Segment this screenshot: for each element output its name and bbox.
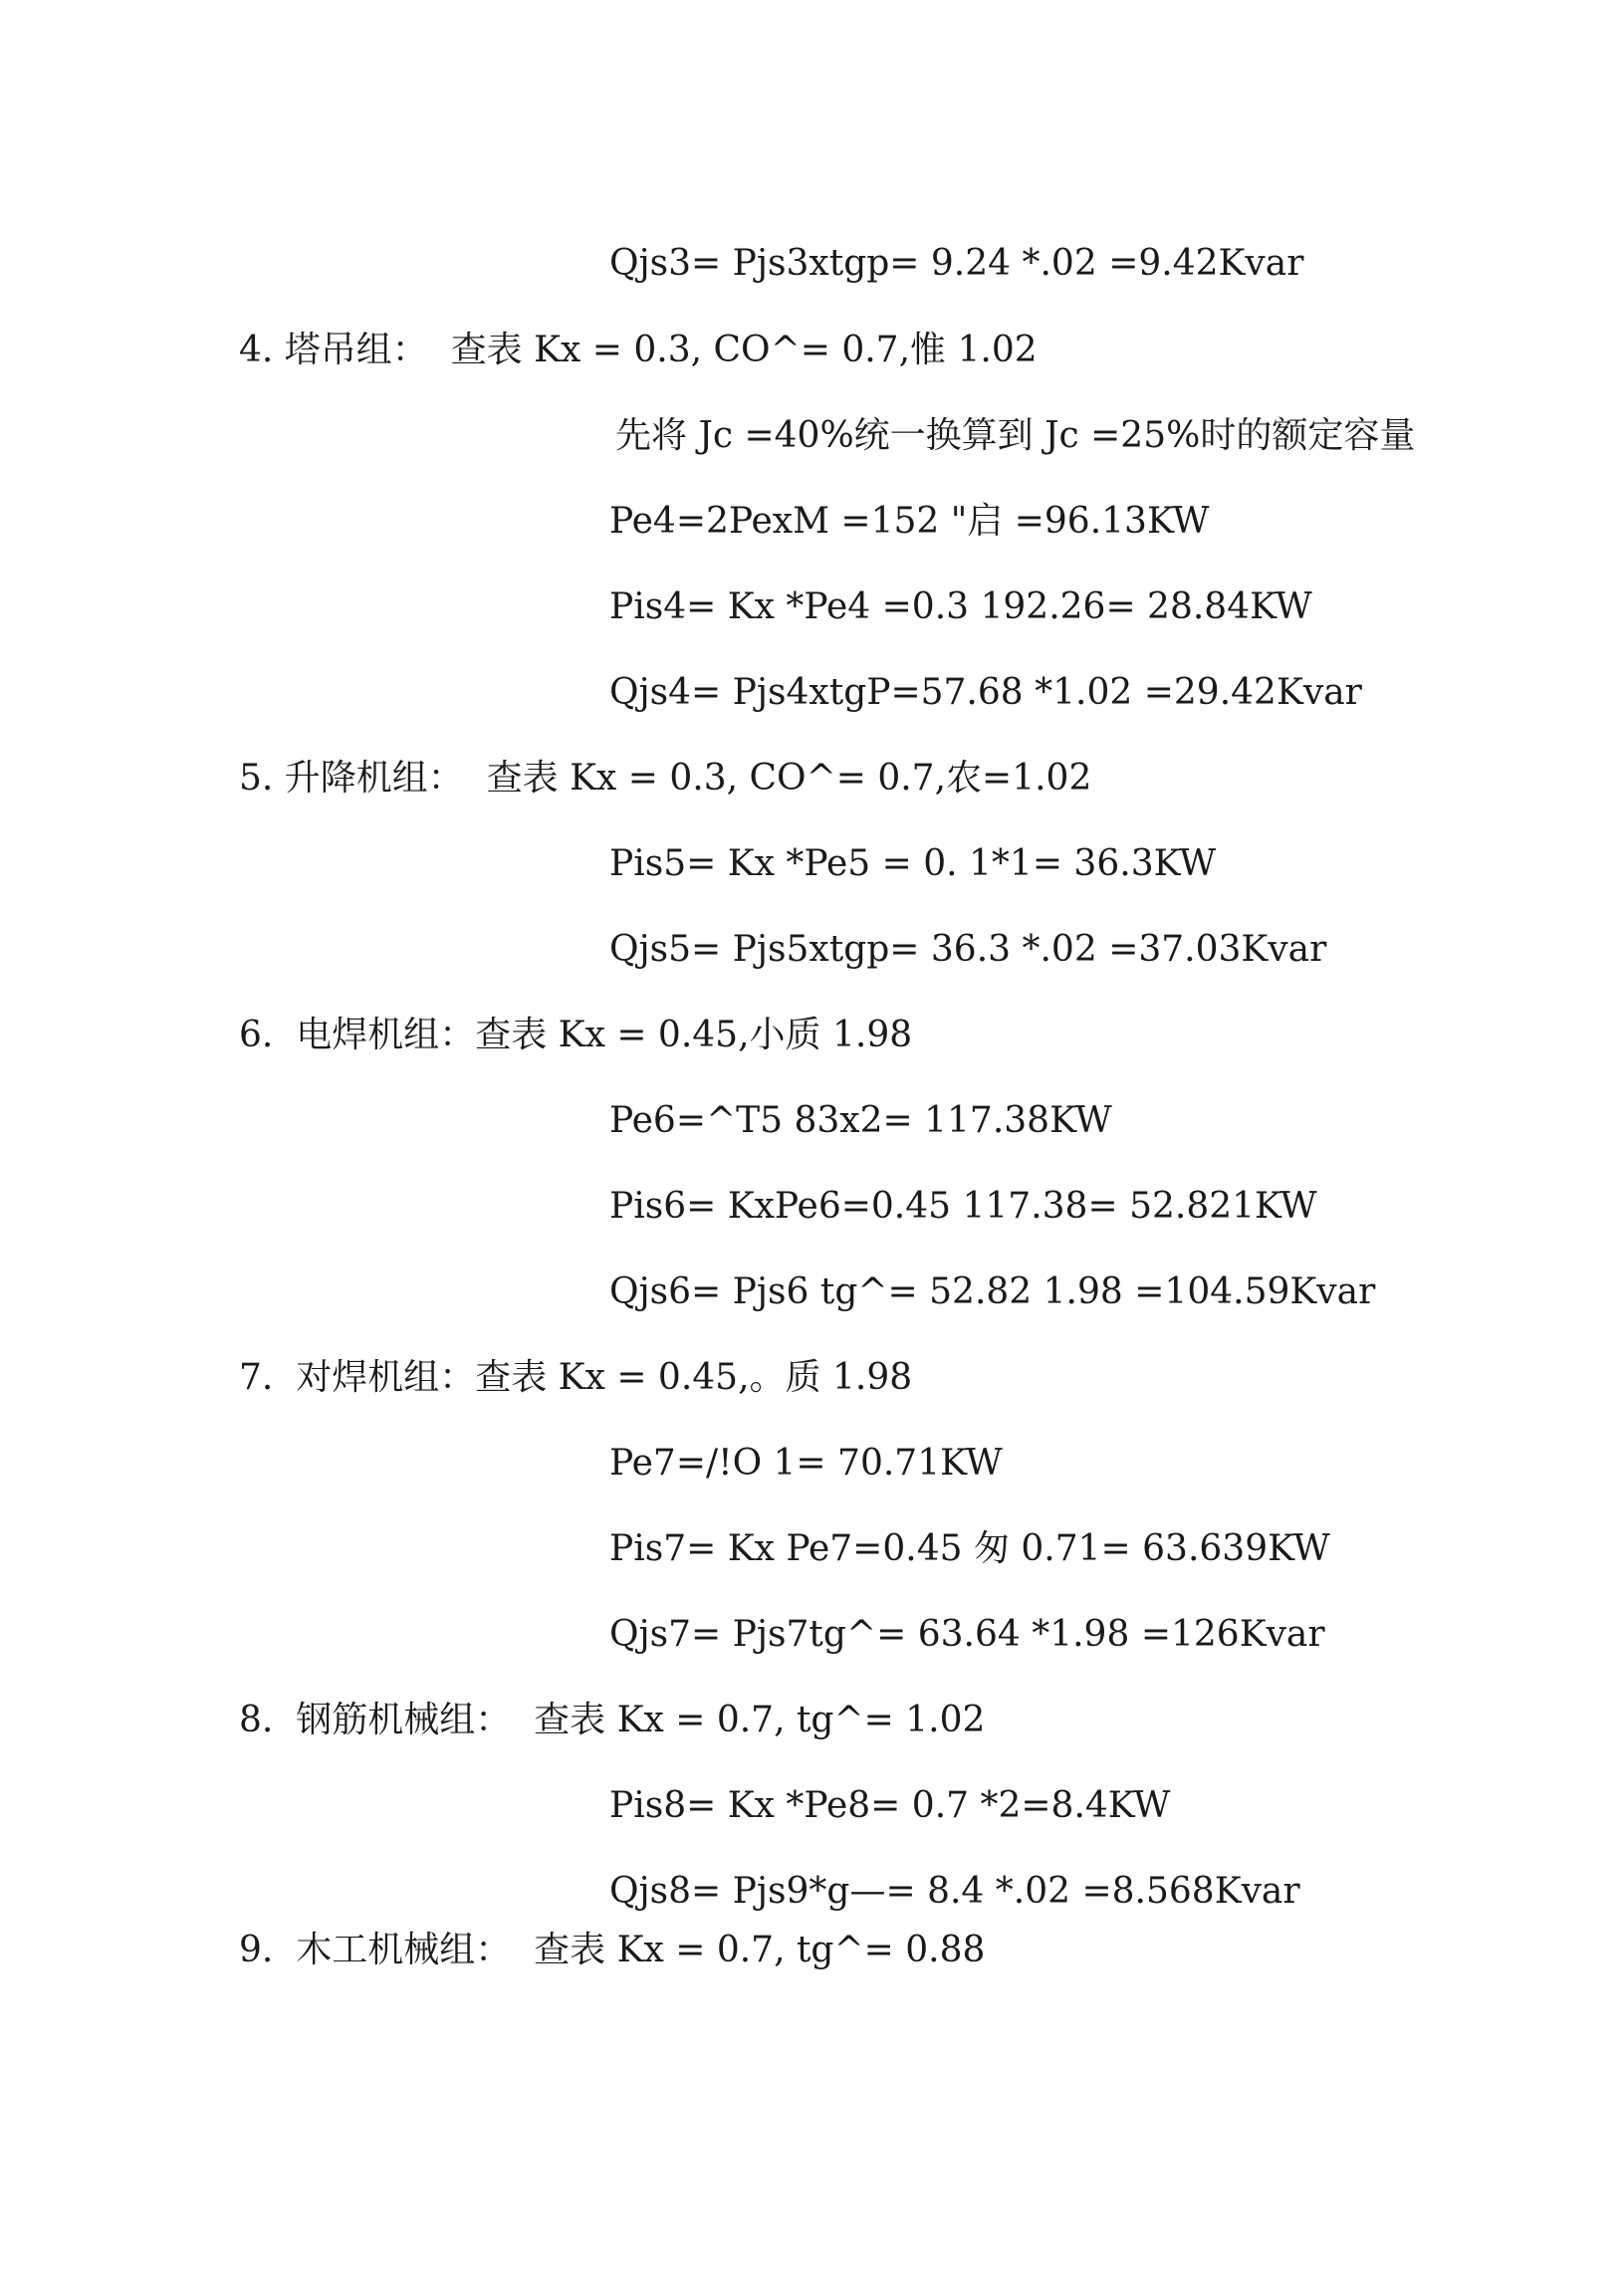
line-qjs4: Qjs4= Pjs4xtgP=57.68 *1.02 =29.42Kvar — [609, 672, 1362, 713]
heading-woodwork-machinery: 9. 木工机械组： 查表 Kx = 0.7, tg^= 0.88 — [239, 1930, 986, 1970]
line-qjs6: Qjs6= Pjs6 tg^= 52.82 1.98 =104.59Kvar — [609, 1271, 1376, 1312]
heading-butt-welder: 7. 对焊机组：查表 Kx = 0.45,。质 1.98 — [239, 1357, 913, 1398]
line-qjs5: Qjs5= Pjs5xtgp= 36.3 *.02 =37.03Kvar — [609, 929, 1327, 970]
line-qjs8: Qjs8= Pjs9*g—= 8.4 *.02 =8.568Kvar — [609, 1871, 1300, 1912]
line-pe6: Pe6=^T5 83x2= 117.38KW — [609, 1100, 1112, 1141]
line-pis6: Pis6= KxPe6=0.45 117.38= 52.821KW — [609, 1186, 1317, 1227]
heading-tower-crane: 4. 塔吊组： 查表 Kx = 0.3, CO^= 0.7,惟 1.02 — [239, 330, 1038, 370]
heading-rebar-machinery: 8. 钢筋机械组： 查表 Kx = 0.7, tg^= 1.02 — [239, 1700, 986, 1740]
heading-electric-welder: 6. 电焊机组：查表 Kx = 0.45,小质 1.98 — [239, 1015, 913, 1055]
line-qjs7: Qjs7= Pjs7tg^= 63.64 *1.98 =126Kvar — [609, 1614, 1325, 1655]
line-conversion-note: 先将 Jc =40%统一换算到 Jc =25%时的额定容量 — [615, 415, 1416, 456]
line-pe4: Pe4=2PexM =152 "启 =96.13KW — [609, 501, 1210, 542]
line-pe7: Pe7=/!O 1= 70.71KW — [609, 1443, 1003, 1484]
heading-elevator: 5. 升降机组： 查表 Kx = 0.3, CO^= 0.7,农=1.02 — [239, 758, 1092, 799]
line-pis8: Pis8= Kx *Pe8= 0.7 *2=8.4KW — [609, 1785, 1171, 1826]
line-pis4: Pis4= Kx *Pe4 =0.3 192.26= 28.84KW — [609, 586, 1312, 627]
line-qjs3: Qjs3= Pjs3xtgp= 9.24 *.02 =9.42Kvar — [609, 243, 1304, 284]
line-pis5: Pis5= Kx *Pe5 = 0. 1*1= 36.3KW — [609, 843, 1217, 884]
line-pis7: Pis7= Kx Pe7=0.45 匆 0.71= 63.639KW — [609, 1528, 1330, 1569]
